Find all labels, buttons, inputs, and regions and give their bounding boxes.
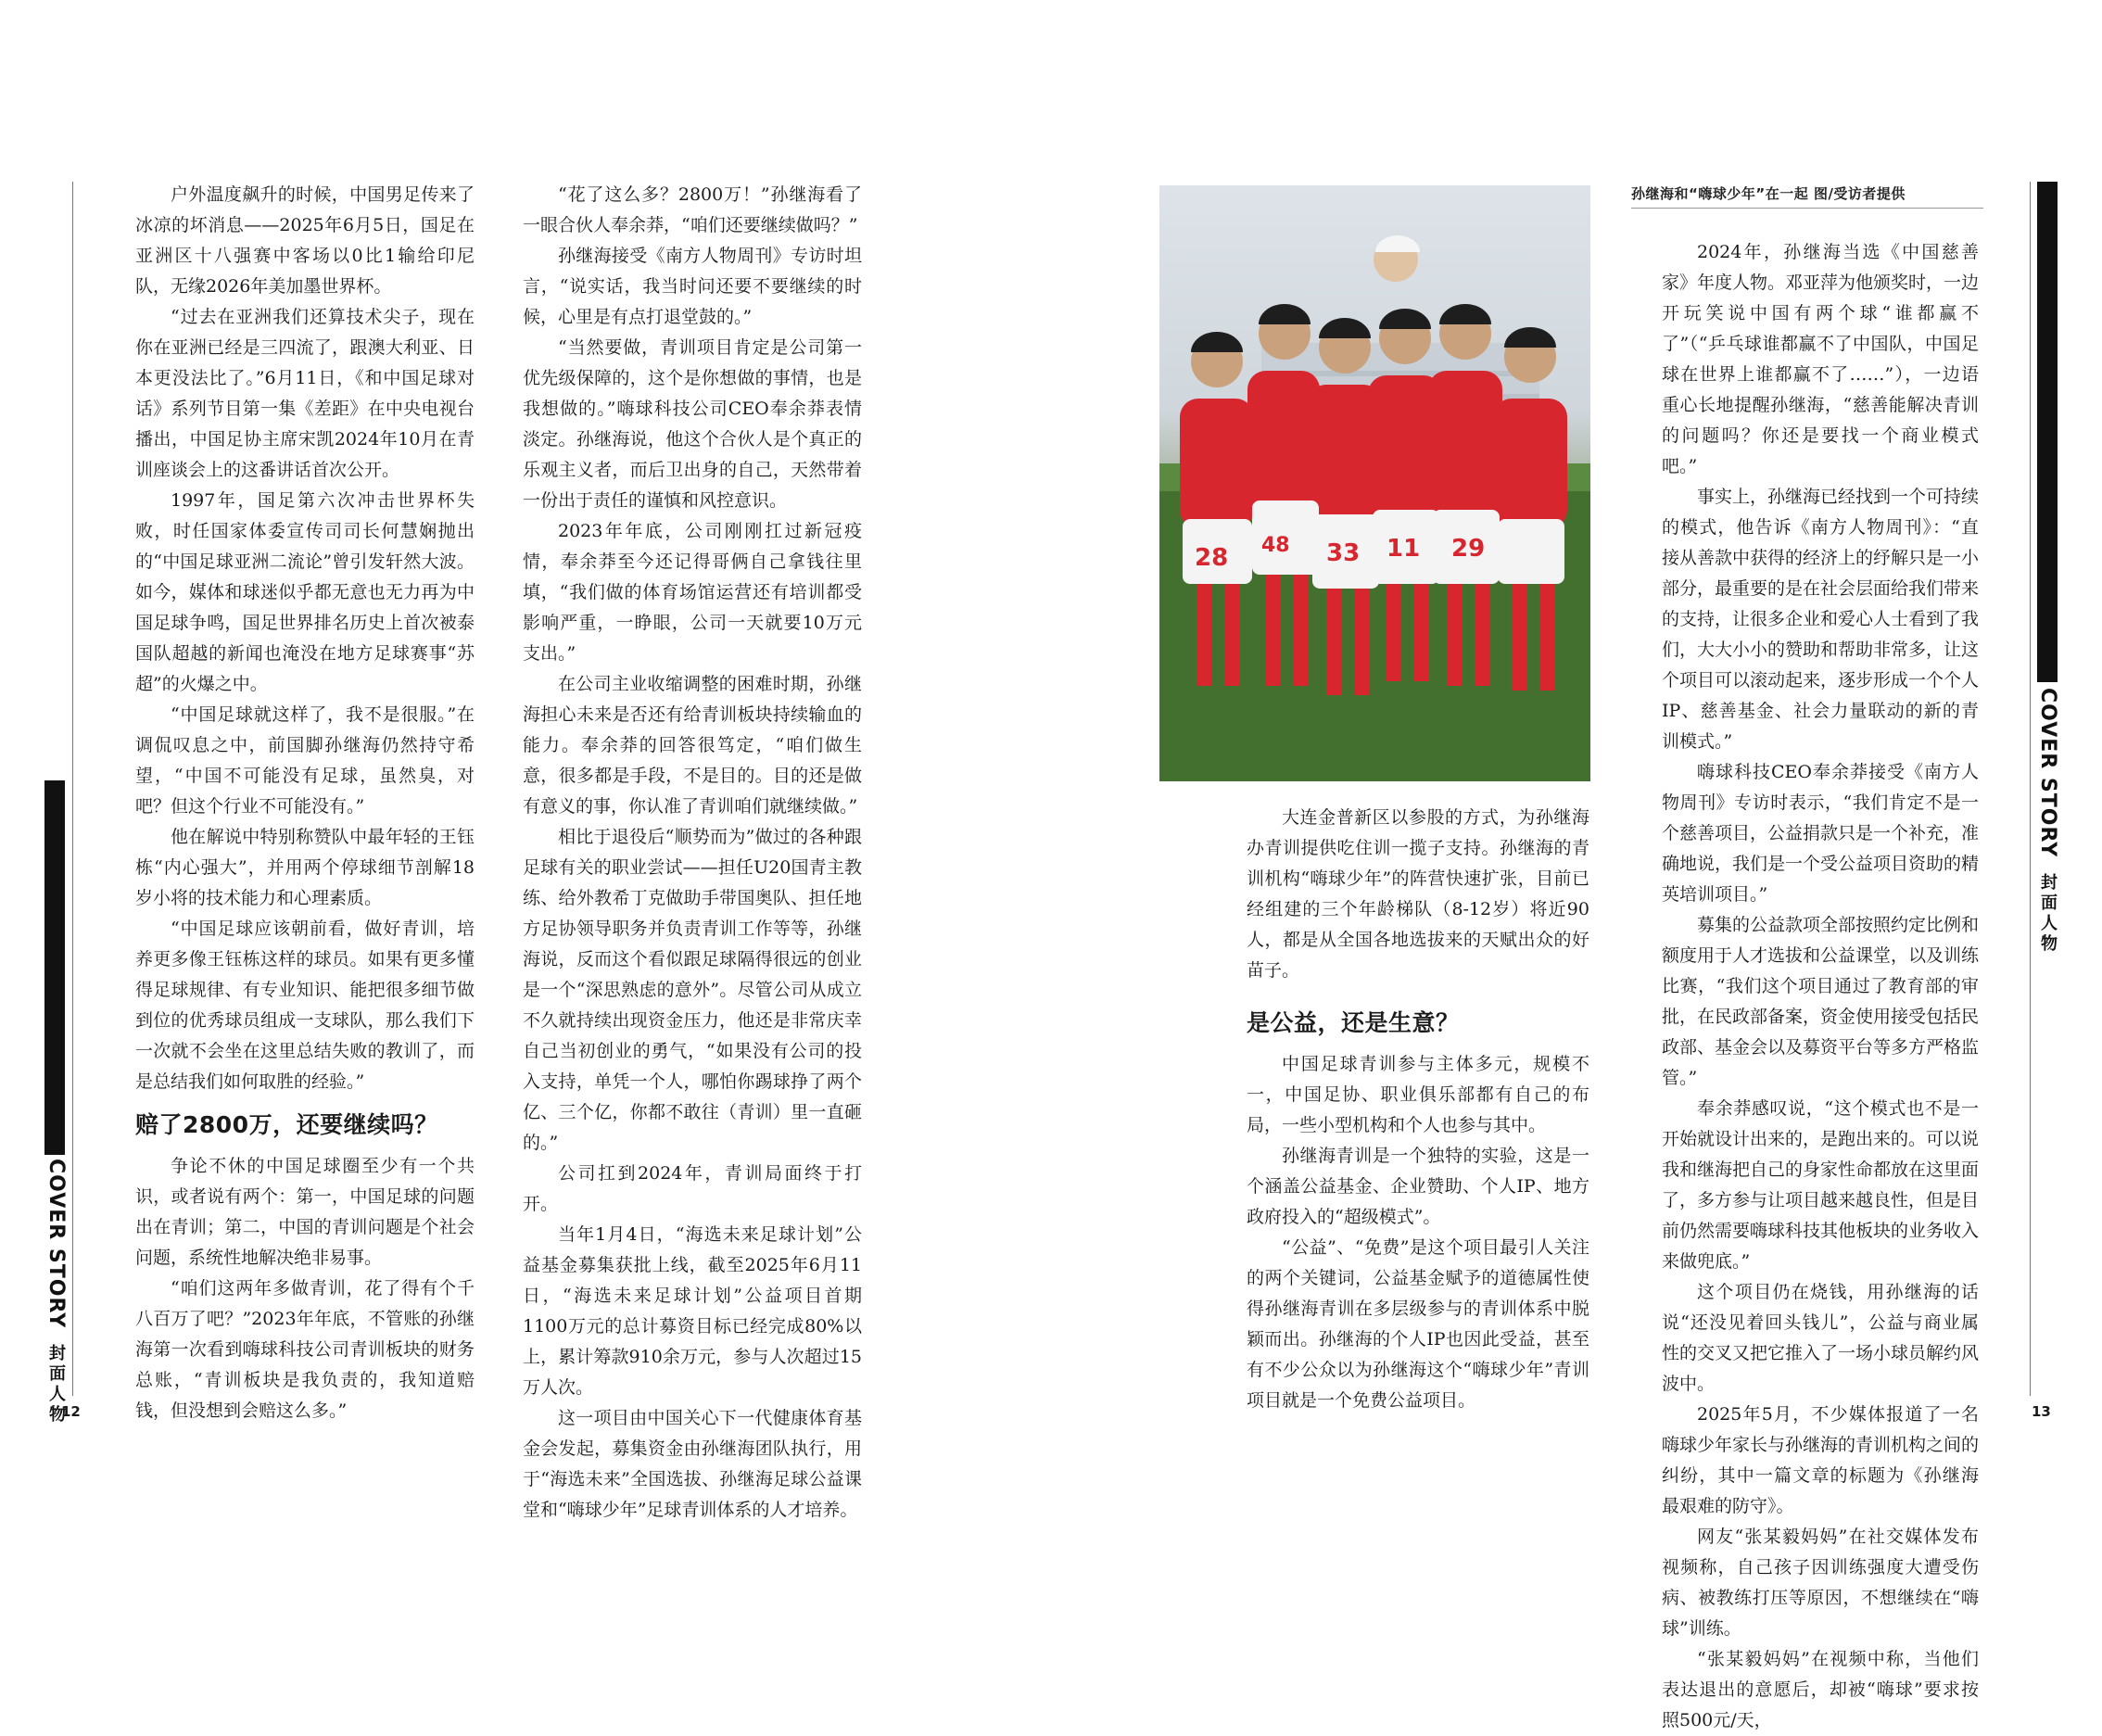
jersey-number: 11 [1387, 535, 1421, 563]
paragraph: 这个项目仍在烧钱，用孙继海的话说“还没见着回头钱儿”，公益与商业属性的交叉又把它推入了一场小球员解约风波中。 [1662, 1282, 1980, 1394]
photo-caption: 孙继海和“嗨球少年”在一起 图/受访者提供 [1631, 185, 1906, 202]
section-label-zh: 封面人物 [2038, 872, 2058, 955]
jersey-number: 48 [1261, 534, 1290, 557]
paragraph: 中国足球青训参与主体多元，规模不一，中国足协、职业俱乐部都有自己的布局，一些小型机构和个人也参与其中。 [1247, 1054, 1589, 1135]
section-bar-right [2037, 182, 2058, 682]
section-label-en: COVER STORY [2036, 688, 2059, 858]
section-heading: 是公益，还是生意？ [1247, 1009, 1460, 1036]
team-photo-illustration [1159, 185, 1590, 781]
section-label-right [2035, 688, 2059, 955]
article-column-2 [523, 180, 862, 1526]
paragraph: 孙继海青训是一个独特的实验，这是一个涵盖公益基金、企业赞助、个人IP、地方政府投入的“超级模式”。 [1247, 1146, 1589, 1227]
section-label-en: COVER STORY [44, 1159, 68, 1329]
paragraph: “中国足球应该朝前看，做好青训，培养更多像王钰栋这样的球员。如果有更多懂得足球规律、有专业知识、能把很多细节做到位的优秀球员组成一支球队，那么我们下一次就不会坐在这里总结失败的教训了，而是总结我们如何取胜的经验。” [135, 919, 475, 1092]
paragraph: 网友“张某毅妈妈”在社交媒体发布视频称，自己孩子因训练强度大遭受伤病、被教练打压等原因，不想继续在“嗨球”训练。 [1662, 1527, 1979, 1639]
left-margin-rule [72, 182, 73, 1396]
paragraph: “咱们这两年多做青训，花了得有个千八百万了吧？”2023年年底，不管账的孙继海第一次看到嗨球科技公司青训板块的财务总账，“青训板块是我负责的，我知道赔钱，但没想到会赔这么多。” [135, 1278, 475, 1421]
section-label-zh: 封面人物 [46, 1343, 66, 1426]
team-photo [1159, 185, 1590, 781]
paragraph: 他在解说中特别称赞队中最年轻的王钰栋“内心强大”，并用两个停球细节剖解18岁小将的技术能力和心理素质。 [135, 827, 475, 908]
right-margin-rule [2030, 182, 2031, 1396]
paragraph: 嗨球科技CEO奉余莽接受《南方人物周刊》专访时表示，“我们肯定不是一个慈善项目，公益捐款只是一个补充，准确地说，我们是一个受公益项目资助的精英培训项目。” [1662, 762, 1980, 905]
paragraph: 奉余莽感叹说，“这个模式也不是一开始就设计出来的，是跑出来的。可以说我和继海把自己的身家性命都放在这里面了，多方参与让项目越来越良性，但是目前仍然需要嗨球科技其他板块的业务收入来做兜底。” [1662, 1098, 1980, 1272]
jersey-number: 33 [1326, 539, 1361, 567]
section-bar-left [44, 780, 65, 1155]
paragraph: 这一项目由中国关心下一代健康体育基金会发起，募集资金由孙继海团队执行，用于“海选未来”全国选拔、孙继海足球公益课堂和“嗨球少年”足球青训体系的人才培养。 [523, 1408, 862, 1520]
page-number-left: 12 [61, 1403, 81, 1420]
article-column-3 [1247, 803, 1589, 1416]
paragraph: 孙继海接受《南方人物周刊》专访时坦言，“说实话，我当时问还要不要继续的时候，心里是有点打退堂鼓的。” [523, 246, 862, 327]
paragraph: 公司扛到2024年，青训局面终于打开。 [523, 1163, 862, 1214]
paragraph: 户外温度飙升的时候，中国男足传来了冰凉的坏消息——2025年6月5日，国足在亚洲区十八强赛中客场以0比1输给印尼队，无缘2026年美加墨世界杯。 [135, 184, 475, 297]
article-column-1 [135, 180, 475, 1426]
paragraph: “公益”、“免费”是这个项目最引人关注的两个关键词，公益基金赋予的道德属性使得孙继海青训在多层级参与的青训体系中脱颖而出。孙继海的个人IP也因此受益，甚至有不少公众以为孙继海这个“嗨球少年”青训项目就是一个免费公益项目。 [1247, 1237, 1589, 1411]
paragraph: 2024年，孙继海当选《中国慈善家》年度人物。邓亚萍为他颁奖时，一边开玩笑说中国有两个球“谁都赢不了”（“乒乓球谁都赢不了中国队，中国足球在世界上谁都赢不了……”），一边语重心长地提醒孙继海，“慈善能解决青训的问题吗？你还是要找一个商业模式吧。” [1662, 242, 1980, 476]
paragraph: 大连金普新区以参股的方式，为孙继海办青训提供吃住训一揽子支持。孙继海的青训机构“嗨球少年”的阵营快速扩张，目前已经组建的三个年龄梯队（8-12岁）将近90人，都是从全国各地选拔来的天赋出众的好苗子。 [1247, 807, 1589, 981]
paragraph: 2025年5月，不少媒体报道了一名嗨球少年家长与孙继海的青训机构之间的纠纷，其中一篇文章的标题为《孙继海 最艰难的防守》。 [1662, 1404, 1980, 1516]
paragraph: “过去在亚洲我们还算技术尖子，现在你在亚洲已经是三四流了，跟澳大利亚、日本更没法比了。”6月11日，《和中国足球对话》系列节目第一集《差距》在中央电视台播出，中国足协主席宋凯2024年10月在青训座谈会上的这番讲话首次公开。 [135, 307, 475, 480]
jersey-number: 29 [1451, 535, 1486, 563]
paragraph: 1997年，国足第六次冲击世界杯失败，时任国家体委宣传司司长何慧娴抛出的“中国足球亚洲二流论”曾引发轩然大波。如今，媒体和球迷似乎都无意也无力再为中国足球争鸣，国足世界排名历史上首次被泰国队超越的新闻也淹没在地方足球赛事“苏超”的火爆之中。 [135, 490, 475, 694]
jersey-number: 28 [1195, 544, 1229, 572]
paragraph: 2023年年底，公司刚刚扛过新冠疫情，奉余莽至今还记得哥俩自己拿钱往里填，“我们做的体育场馆运营还有培训都受影响严重，一睁眼，公司一天就要10万元支出。” [523, 521, 862, 664]
article-column-4 [1662, 237, 1979, 1736]
paragraph: 在公司主业收缩调整的困难时期，孙继海担心未来是否还有给青训板块持续输血的能力。奉余莽的回答很笃定，“咱们做生意，很多都是手段，不是目的。目的还是做有意义的事，你认准了青训咱们就继续做。” [523, 674, 862, 817]
paragraph: “张某毅妈妈”在视频中称，当他们表达退出的意愿后，却被“嗨球”要求按照500元/天， [1662, 1649, 1979, 1730]
paragraph: 争论不休的中国足球圈至少有一个共识，或者说有两个：第一，中国足球的问题出在青训；第二，中国的青训问题是个社会问题，系统性地解决绝非易事。 [135, 1156, 475, 1268]
caption-rule [1631, 208, 1983, 209]
paragraph: “中国足球就这样了，我不是很服。”在调侃叹息之中，前国脚孙继海仍然持守希望，“中国不可能没有足球，虽然臭，对吧？但这个行业不可能没有。” [135, 704, 475, 817]
section-heading: 赔了2800万，还要继续吗？ [135, 1111, 438, 1138]
paragraph: 相比于退役后“顺势而为”做过的各种跟足球有关的职业尝试——担任U20国青主教练、给外教希丁克做助手带国奥队、担任地方足协领导职务并负责青训工作等等，孙继海说，反而这个看似跟足球隔得很远的创业是一个“深思熟虑的意外”。尽管公司从成立不久就持续出现资金压力，他还是非常庆幸自己当初创业的勇气，“如果没有公司的投入支持，单凭一个人，哪怕你踢球挣了两个亿、三个亿，你都不敢往（青训）里一直砸的。” [523, 827, 862, 1153]
paragraph: 当年1月4日，“海选未来足球计划”公益基金募集获批上线，截至2025年6月11日，“海选未来足球计划”公益项目首期1100万元的总计募资目标已经完成80%以上，累计筹款910余万元，参与人次超过15万人次。 [523, 1224, 862, 1398]
page-number-right: 13 [2032, 1403, 2051, 1420]
paragraph: “当然要做，青训项目肯定是公司第一优先级保障的，这个是你想做的事情，也是我想做的。”嗨球科技公司CEO奉余莽表情淡定。孙继海说，他这个合伙人是个真正的乐观主义者，而后卫出身的自己，天然带着一份出于责任的谨慎和风控意识。 [523, 337, 862, 511]
paragraph: 事实上，孙继海已经找到一个可持续的模式，他告诉《南方人物周刊》：“直接从善款中获得的经济上的纾解只是一小部分，最重要的是在社会层面给我们带来的支持，让很多企业和爱心人士看到了我们，大大小小的赞助和帮助非常多，让这个项目可以滚动起来，逐步形成一个个人IP、慈善基金、社会力量联动的新的青训模式。” [1662, 487, 1980, 752]
section-label-left [44, 1159, 68, 1426]
paragraph: “花了这么多？2800万！”孙继海看了一眼合伙人奉余莽，“咱们还要继续做吗？” [523, 184, 862, 235]
paragraph: 募集的公益款项全部按照约定比例和额度用于人才选拔和公益课堂，以及训练比赛，“我们这个项目通过了教育部的审批，在民政部备案，资金使用接受包括民政部、基金会以及募资平台等多方严格监管。” [1662, 915, 1980, 1088]
